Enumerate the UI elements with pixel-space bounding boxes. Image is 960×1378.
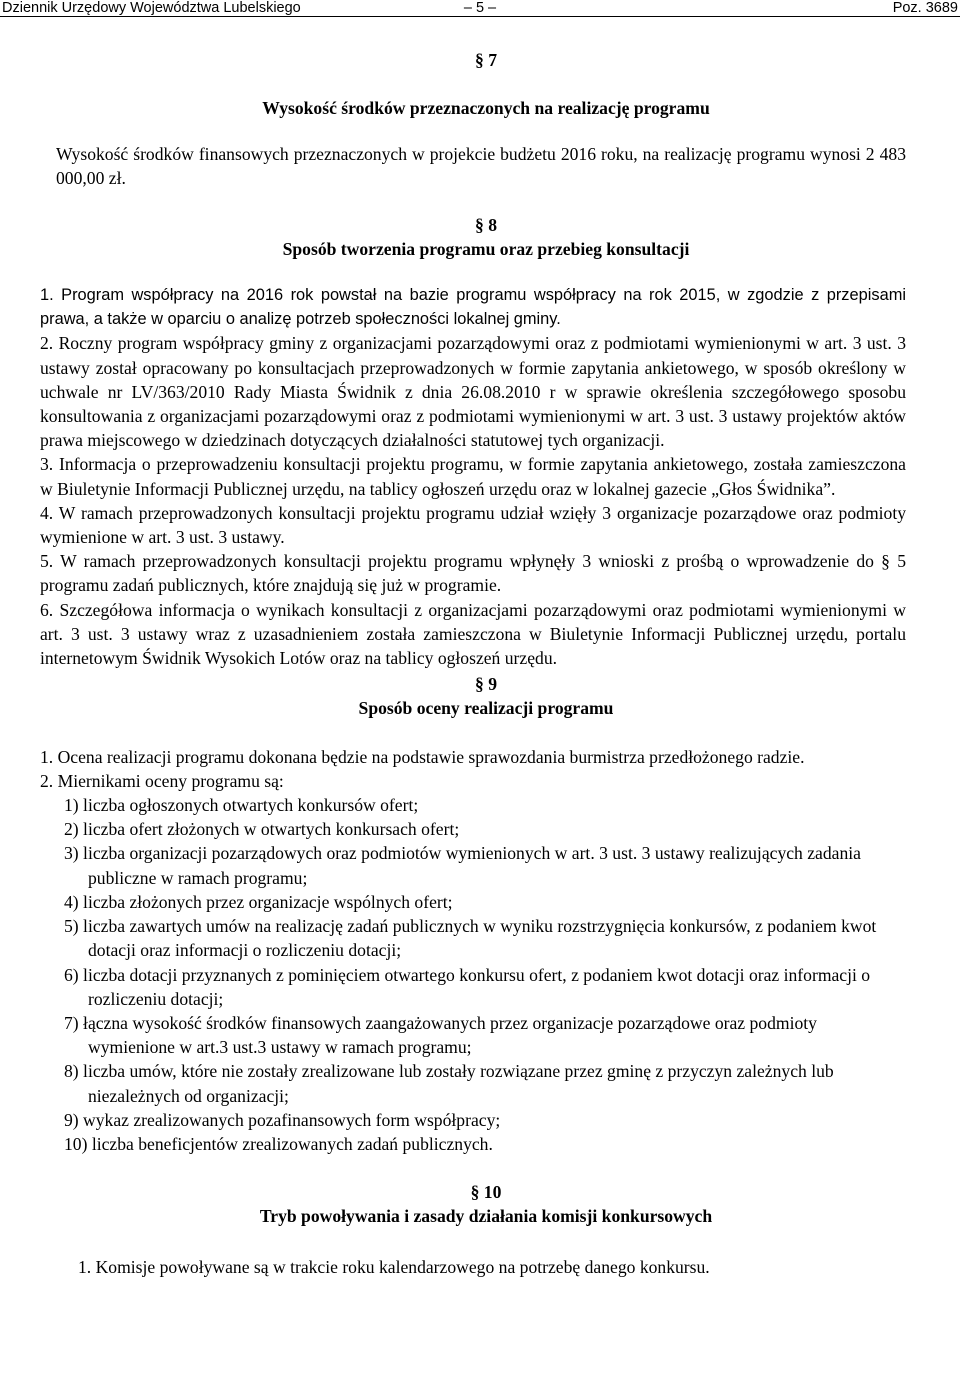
section-9-title: Sposób oceny realizacji programu: [358, 698, 614, 719]
section-9-list: [40, 745, 906, 1156]
section-9-item-1: 1. Ocena realizacji programu dokonana będzie na podstawie sprawozdania burmistrza przedłożonego radzie.: [40, 746, 805, 767]
header-rule: [0, 16, 960, 17]
section-10-number: § 10: [470, 1182, 502, 1203]
section-8-item-2: 2. Roczny program współpracy gminy z organizacjami pozarządowymi oraz z podmiotami wymienionymi w art. 3 ust. 3 ustawy został opracowany po konsultacjach przeprowadzonych w formie zapytania ankietowego, w sposób określony w uchwale nr LV/363/2010 Rady Miasta Świdnik z dnia 26.08.2010 r w sprawie określenia szczegółowego sposobu konsultowania z organizacjami pozarządowymi oraz z podmiotami wymienionymi w art. 3 ust. 3 ustawy projektów aktów prawa miejscowego w dziedzinach dotyczących działalności statutowej tych organizacji.: [40, 333, 906, 451]
section-10-title: Tryb powoływania i zasady działania komisji konkursowych: [259, 1206, 713, 1227]
section-8-item-6: 6. Szczegółowa informacja o wynikach konsultacji z organizacjami pozarządowymi oraz podmiotami wymienionymi w art. 3 ust. 3 ustawy wraz z uzasadnieniem została zamieszczona w Biuletynie Informacji Publicznej urzędu, portalu internetowym Świdnik Wysokich Lotów oraz na tablicy ogłoszeń urzędu.: [40, 599, 906, 669]
section-9-number: § 9: [475, 674, 497, 695]
section-8-title: Sposób tworzenia programu oraz przebieg konsultacji: [282, 238, 690, 259]
measure-item: 3) liczba organizacji pozarządowych oraz podmiotów wymienionych w art. 3 ust. 3 ustawy realizujących zadania publiczne w ramach programu;: [64, 843, 861, 888]
section-8-item-3: 3. Informacja o przeprowadzeniu konsultacji projektu programu, w formie zapytania ankietowego, została zamieszczona w Biuletynie Informacji Publicznej urzędu, na tablicy ogłoszeń urzędu oraz w lokalnej gazecie „Głos Świdnika”.: [40, 454, 906, 499]
measure-item: 1) liczba ogłoszonych otwartych konkursów ofert;: [64, 795, 419, 816]
section-9-item-2: 2. Miernikami oceny programu są:: [40, 770, 284, 791]
section-8-number: § 8: [475, 214, 497, 235]
page-number: – 5 –: [463, 0, 497, 16]
section-8-list: [40, 283, 906, 670]
section-8-item-1: 1. Program współpracy na 2016 rok powstał na bazie programu współpracy na rok 2015, w zgodzie z przepisami prawa, a także w oparciu o analizę potrzeb społeczności lokalnej gminy.: [40, 286, 906, 329]
journal-title: Dziennik Urzędowy Województwa Lubelskiego: [2, 0, 301, 16]
measure-item: 10) liczba beneficjentów zrealizowanych zadań publicznych.: [64, 1133, 493, 1154]
section-7-title: Wysokość środków przeznaczonych na realizację programu: [262, 98, 710, 118]
section-8-item-5: 5. W ramach przeprowadzonych konsultacji projektu programu wpłynęły 3 wnioski z prośbą o wprowadzenie do § 5 programu zadań publicznych, które znajdują się już w programie.: [40, 551, 906, 596]
measures-list: [40, 793, 906, 1156]
measure-item: 8) liczba umów, które nie zostały zrealizowane lub zostały rozwiązane przez gminę z przyczyn zależnych lub niezależnych od organizacji;: [64, 1061, 834, 1106]
measure-item: 2) liczba ofert złożonych w otwartych konkursach ofert;: [64, 819, 460, 840]
section-7-number: § 7: [475, 50, 497, 70]
measure-item: 5) liczba zawartych umów na realizację zadań publicznych w wyniku rozstrzygnięcia konkursów, z podaniem kwot dotacji oraz informacji o rozliczeniu dotacji;: [64, 916, 877, 961]
measure-item: 6) liczba dotacji przyznanych z pominięciem otwartego konkursu ofert, z podaniem kwot dotacji oraz informacji o rozliczeniu dotacji;: [64, 964, 871, 1009]
measure-item: 9) wykaz zrealizowanych pozafinansowych form współpracy;: [64, 1109, 501, 1130]
section-7-text: Wysokość środków finansowych przeznaczonych w projekcie budżetu 2016 roku, na realizację programu wynosi 2 483 000,00 zł.: [56, 144, 906, 189]
page-header: [0, 0, 960, 16]
position-number: Poz. 3689: [892, 0, 958, 16]
document-body: [40, 46, 906, 1279]
measure-item: 7) łączna wysokość środków finansowych zaangażowanych przez organizacje pozarządowe oraz podmioty wymienione w art.3 ust.3 ustawy w ramach programu;: [64, 1012, 817, 1058]
section-10-item-1: 1. Komisje powoływane są w trakcie roku kalendarzowego na potrzebę danego konkursu.: [78, 1256, 710, 1277]
measure-item: 4) liczba złożonych przez organizacje wspólnych ofert;: [64, 891, 453, 912]
section-8-item-4: 4. W ramach przeprowadzonych konsultacji projektu programu udział wzięły 3 organizacje pozarządowe oraz podmioty wymienione w art. 3 ust. 3 ustawy.: [40, 502, 906, 548]
